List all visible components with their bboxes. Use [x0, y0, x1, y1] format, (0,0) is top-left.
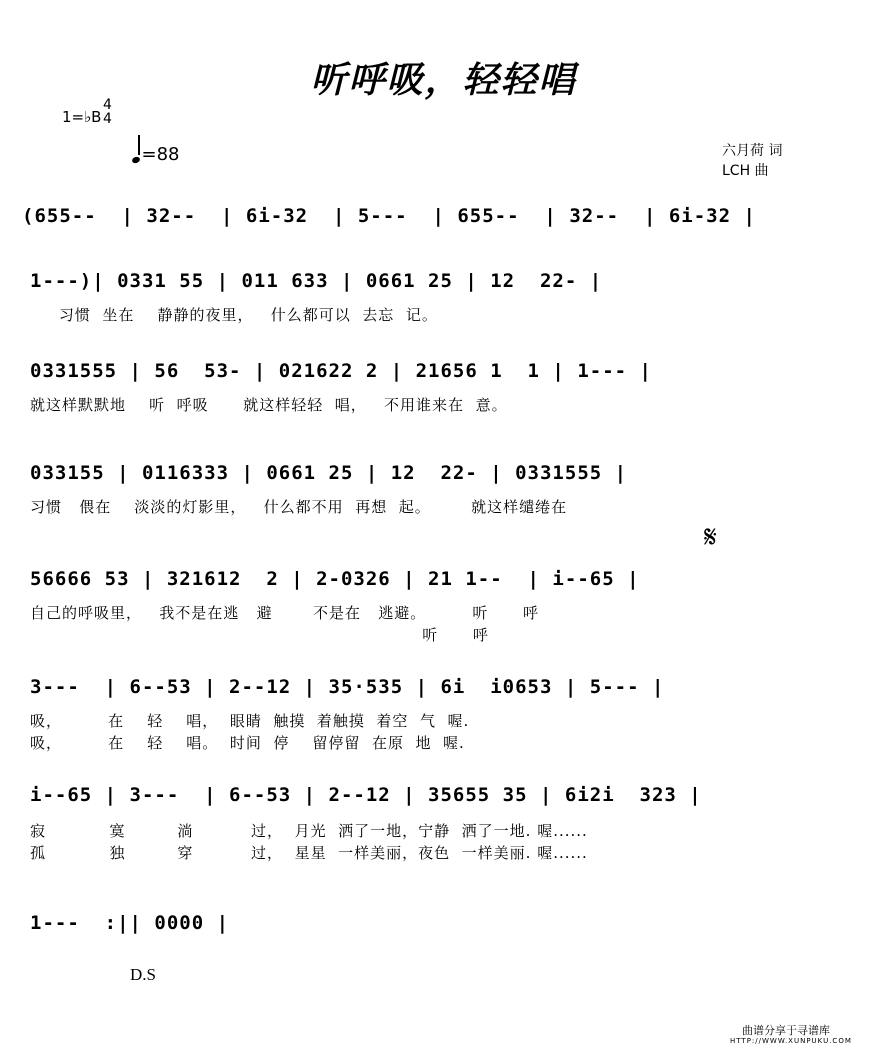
- song-title: 听呼吸，轻轻唱: [310, 59, 577, 101]
- tempo-value: =88: [141, 144, 180, 165]
- note-stem: [138, 135, 140, 155]
- dal-segno-marking: D.S: [130, 965, 156, 984]
- composer-credit: LCH 曲: [722, 163, 769, 179]
- notation-line: (655-- | 32-- | 6i-32 | 5--- | 655-- | 32-- | 6i-32 |: [22, 205, 756, 227]
- lyricist-credit: 六月荷 词: [722, 143, 783, 159]
- lyric-line: 听 呼: [30, 626, 489, 644]
- notation-line: 3--- | 6--53 | 2--12 | 35·535 | 6i i0653 | 5--- |: [30, 676, 665, 698]
- notation-line: 0331555 | 56 53- | 021622 2 | 21656 1 1 | 1--- |: [30, 360, 652, 382]
- lyric-line: 孤 独 穿 过， 星星 一样美丽，夜色 一样美丽. 喔......: [30, 844, 588, 862]
- lyric-line: 寂 寞 淌 过， 月光 洒了一地，宁静 洒了一地. 喔......: [30, 822, 588, 840]
- lyric-line: 自己的呼吸里， 我不是在逃 避 不是在 逃避。 听 呼: [30, 604, 540, 622]
- lyric-line: 就这样默默地 听 呼吸 就这样轻轻 唱， 不用谁来在 意。: [30, 396, 508, 414]
- footer-url: HTTP://WWW.XUNPUKU.COM: [730, 1037, 852, 1045]
- notation-line: 56666 53 | 321612 2 | 2-0326 | 21 1-- | i--65 |: [30, 568, 640, 590]
- tempo-marking: [132, 140, 180, 165]
- time-signature: [103, 98, 112, 126]
- notation-line: i--65 | 3--- | 6--53 | 2--12 | 35655 35 | 6i2i 323 |: [30, 784, 702, 806]
- notation-line: 1---)| 0331 55 | 011 633 | 0661 25 | 12 22- |: [30, 270, 603, 292]
- footer-text: 曲谱分享于寻谱库: [742, 1024, 830, 1037]
- lyric-line: 习惯 坐在 静静的夜里， 什么都可以 去忘 记。: [30, 306, 438, 324]
- lyric-line: 习惯 偎在 淡淡的灯影里， 什么都不用 再想 起。 就这样缱绻在: [30, 498, 568, 516]
- lyric-line: 吸， 在 轻 唱， 眼睛 触摸 着触摸 着空 气 喔.: [30, 712, 470, 730]
- time-sig-top: 4: [103, 97, 112, 113]
- quarter-note-icon: [131, 156, 141, 164]
- lyric-line: 吸， 在 轻 唱。 时间 停 留停留 在原 地 喔.: [30, 734, 465, 752]
- segno-sign: 𝄋: [704, 520, 717, 555]
- notation-line: 033155 | 0116333 | 0661 25 | 12 22- | 0331555 |: [30, 462, 628, 484]
- time-sig-bottom: 4: [103, 111, 112, 127]
- notation-line: 1--- :|| 0000 |: [30, 912, 230, 934]
- key-signature: 1=♭B: [62, 108, 102, 126]
